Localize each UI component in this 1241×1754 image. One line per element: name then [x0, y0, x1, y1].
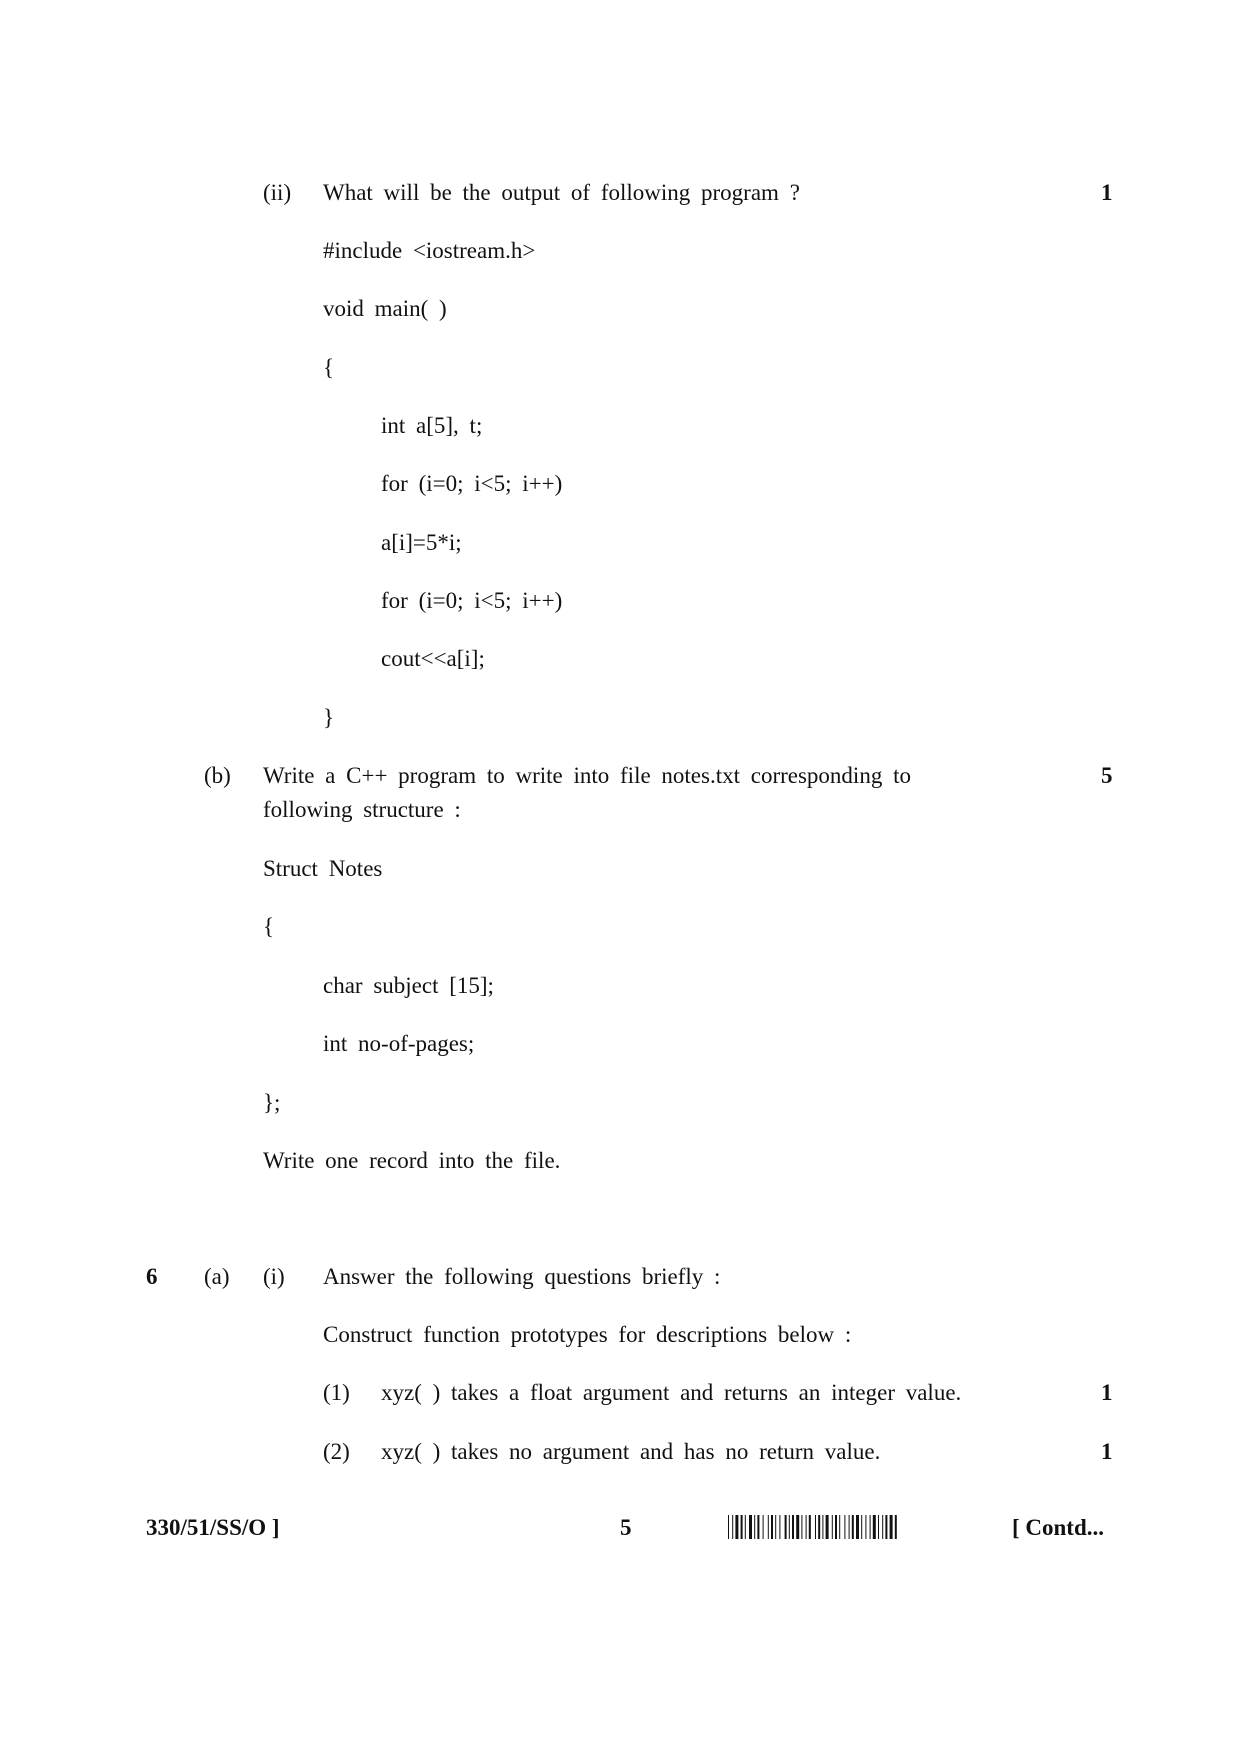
item-text: xyz( ) takes no argument and has no return value. [381, 1439, 881, 1464]
subquestion-label-b: (b) [204, 763, 231, 788]
question-number-6: 6 [146, 1264, 158, 1289]
code-line: #include <iostream.h> [323, 238, 536, 263]
continued-label: [ Contd... [1012, 1515, 1105, 1540]
code-line: int a[5], t; [381, 413, 483, 438]
page-number: 5 [620, 1515, 632, 1540]
code-line: Struct Notes [263, 856, 383, 881]
item-marks: 1 [1101, 1380, 1113, 1405]
code-line: { [323, 355, 335, 380]
item-marks: 1 [1101, 1439, 1113, 1464]
subquestion-label-i: (i) [263, 1264, 285, 1289]
code-line: }; [263, 1090, 281, 1115]
question-5b-text-line1: Write a C++ program to write into file notes.txt corresponding to [263, 763, 911, 788]
item-number: (2) [323, 1439, 350, 1464]
marks-5a-ii: 1 [1101, 180, 1113, 205]
code-line: void main( ) [323, 296, 447, 321]
paper-code: 330/51/SS/O ] [146, 1515, 280, 1540]
code-line: cout<<a[i]; [381, 646, 485, 671]
code-line: } [323, 705, 335, 730]
subquestion-label-ii: (ii) [263, 180, 292, 205]
question-5b-text-line2: following structure : [263, 797, 461, 822]
code-line: char subject [15]; [323, 973, 494, 998]
item-text: xyz( ) takes a float argument and returns an integer value. [381, 1380, 962, 1405]
marks-5b: 5 [1101, 763, 1113, 788]
part-label-a: (a) [204, 1264, 230, 1289]
code-line: for (i=0; i<5; i++) [381, 471, 563, 496]
code-line: for (i=0; i<5; i++) [381, 588, 563, 613]
question-5a-ii-text: What will be the output of following program ? [323, 180, 800, 205]
question-5b-instruction: Write one record into the file. [263, 1148, 561, 1173]
question-6a-i-instruction: Construct function prototypes for descriptions below : [323, 1322, 852, 1347]
question-6a-i-text: Answer the following questions briefly : [323, 1264, 721, 1289]
code-line: a[i]=5*i; [381, 530, 462, 555]
barcode-image [726, 1515, 980, 1539]
code-line: { [263, 914, 275, 939]
item-number: (1) [323, 1380, 350, 1405]
code-line: int no-of-pages; [323, 1031, 475, 1056]
